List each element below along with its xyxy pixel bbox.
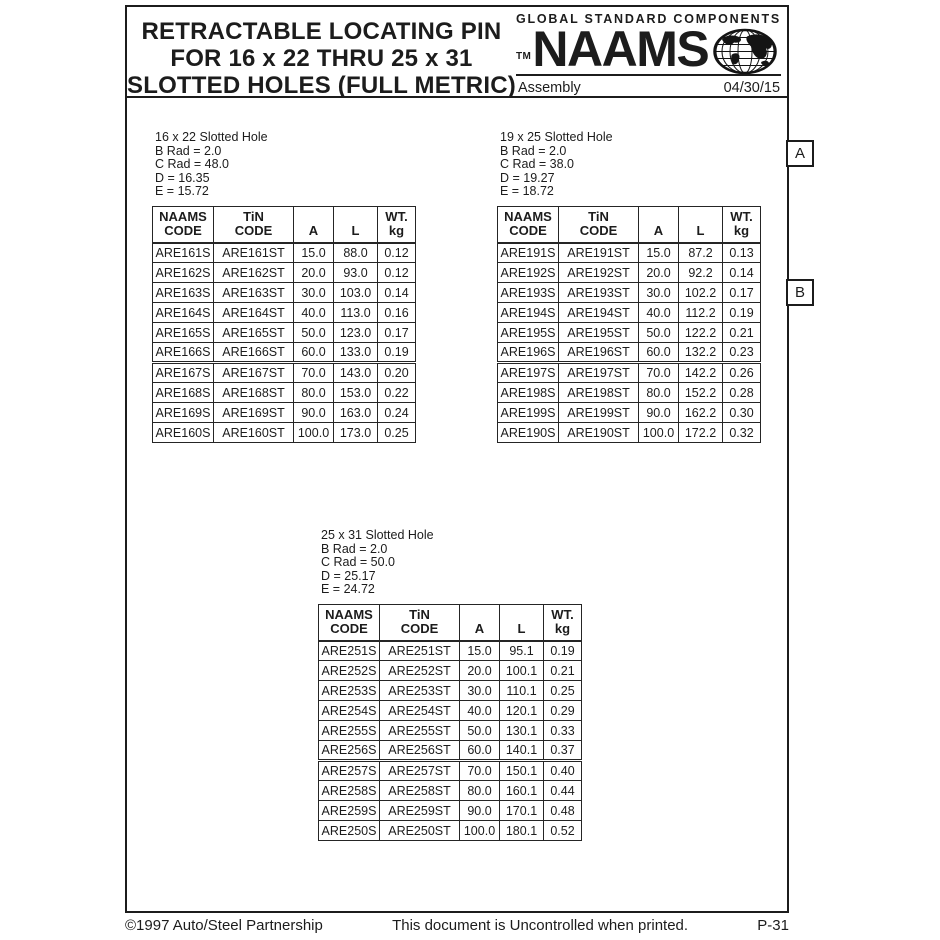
column-header: TiN CODE bbox=[559, 206, 639, 243]
l-value-cell: 88.0 bbox=[334, 243, 378, 263]
wt-kg-cell: 0.24 bbox=[378, 403, 416, 423]
a-value-cell: 100.0 bbox=[639, 423, 679, 443]
l-value-cell: 113.0 bbox=[334, 303, 378, 323]
brand-block bbox=[516, 7, 795, 96]
l-value-cell: 123.0 bbox=[334, 323, 378, 343]
brand-logo-row bbox=[515, 21, 781, 77]
wt-kg-cell: 0.21 bbox=[723, 323, 761, 343]
a-value-cell: 90.0 bbox=[639, 403, 679, 423]
a-value-cell: 80.0 bbox=[294, 383, 334, 403]
tin-code-cell: ARE161ST bbox=[214, 243, 294, 263]
naams-code-cell: ARE256S bbox=[319, 741, 380, 761]
table-row bbox=[498, 423, 761, 443]
page-footer bbox=[125, 917, 789, 934]
spec-info-line: 16 x 22 Slotted Hole bbox=[155, 130, 268, 144]
table-row bbox=[319, 761, 582, 781]
brand-tagline: GLOBAL STANDARD COMPONENTS bbox=[515, 12, 782, 26]
column-header: TiN CODE bbox=[214, 206, 294, 243]
naams-code-cell: ARE192S bbox=[498, 263, 559, 283]
wt-kg-cell: 0.29 bbox=[544, 701, 582, 721]
naams-code-cell: ARE162S bbox=[153, 263, 214, 283]
tin-code-cell: ARE164ST bbox=[214, 303, 294, 323]
wt-kg-cell: 0.28 bbox=[723, 383, 761, 403]
naams-code-cell: ARE191S bbox=[498, 243, 559, 263]
a-value-cell: 90.0 bbox=[294, 403, 334, 423]
table-row bbox=[319, 721, 582, 741]
a-value-cell: 70.0 bbox=[294, 363, 334, 383]
spec-info-line: E = 18.72 bbox=[500, 184, 554, 199]
sheet-content bbox=[127, 98, 787, 909]
revision-marker-b: B bbox=[786, 279, 814, 306]
brand-logo-text: NAAMS bbox=[532, 21, 709, 77]
tin-code-cell: ARE168ST bbox=[214, 383, 294, 403]
a-value-cell: 40.0 bbox=[639, 303, 679, 323]
a-value-cell: 40.0 bbox=[460, 701, 500, 721]
column-header: A bbox=[294, 206, 334, 243]
a-value-cell: 50.0 bbox=[294, 323, 334, 343]
table-header-row bbox=[498, 206, 761, 243]
tin-code-cell: ARE169ST bbox=[214, 403, 294, 423]
naams-code-cell: ARE160S bbox=[153, 423, 214, 443]
naams-code-cell: ARE253S bbox=[319, 681, 380, 701]
tin-code-cell: ARE255ST bbox=[380, 721, 460, 741]
l-value-cell: 173.0 bbox=[334, 423, 378, 443]
wt-kg-cell: 0.21 bbox=[544, 661, 582, 681]
tin-code-cell: ARE162ST bbox=[214, 263, 294, 283]
a-value-cell: 80.0 bbox=[460, 781, 500, 801]
table-row bbox=[153, 303, 416, 323]
document-title-line: SLOTTED HOLES (FULL METRIC) bbox=[127, 72, 516, 99]
table-row bbox=[319, 641, 582, 661]
l-value-cell: 170.1 bbox=[500, 801, 544, 821]
a-value-cell: 30.0 bbox=[460, 681, 500, 701]
spec-table-group-16x22 bbox=[152, 131, 416, 443]
tin-code-cell: ARE166ST bbox=[214, 343, 294, 363]
tin-code-cell: ARE253ST bbox=[380, 681, 460, 701]
naams-code-cell: ARE193S bbox=[498, 283, 559, 303]
column-header: L bbox=[500, 604, 544, 641]
naams-code-cell: ARE165S bbox=[153, 323, 214, 343]
wt-kg-cell: 0.44 bbox=[544, 781, 582, 801]
table-row bbox=[153, 403, 416, 423]
l-value-cell: 162.2 bbox=[679, 403, 723, 423]
tin-code-cell: ARE199ST bbox=[559, 403, 639, 423]
spec-table-group-19x25 bbox=[497, 131, 761, 443]
wt-kg-cell: 0.23 bbox=[723, 343, 761, 363]
l-value-cell: 143.0 bbox=[334, 363, 378, 383]
naams-code-cell: ARE164S bbox=[153, 303, 214, 323]
table-row bbox=[319, 781, 582, 801]
column-header: TiN CODE bbox=[380, 604, 460, 641]
l-value-cell: 95.1 bbox=[500, 641, 544, 661]
wt-kg-cell: 0.40 bbox=[544, 761, 582, 781]
a-value-cell: 80.0 bbox=[639, 383, 679, 403]
spec-info-line: 19 x 25 Slotted Hole bbox=[500, 130, 613, 144]
naams-code-cell: ARE198S bbox=[498, 383, 559, 403]
spec-info-line: D = 25.17 bbox=[321, 568, 376, 583]
l-value-cell: 150.1 bbox=[500, 761, 544, 781]
table-row bbox=[153, 263, 416, 283]
a-value-cell: 60.0 bbox=[460, 741, 500, 761]
tin-code-cell: ARE196ST bbox=[559, 343, 639, 363]
uncontrolled-notice: This document is Uncontrolled when printed. bbox=[392, 917, 689, 934]
tin-code-cell: ARE198ST bbox=[559, 383, 639, 403]
wt-kg-cell: 0.12 bbox=[378, 243, 416, 263]
table-row bbox=[319, 801, 582, 821]
title-block-header bbox=[127, 7, 787, 98]
trademark-symbol: TM bbox=[515, 51, 532, 62]
table-row bbox=[498, 263, 761, 283]
l-value-cell: 112.2 bbox=[679, 303, 723, 323]
l-value-cell: 180.1 bbox=[500, 821, 544, 841]
l-value-cell: 100.1 bbox=[500, 661, 544, 681]
column-header: WT. kg bbox=[378, 206, 416, 243]
column-header: L bbox=[334, 206, 378, 243]
table-row bbox=[153, 383, 416, 403]
wt-kg-cell: 0.19 bbox=[544, 641, 582, 661]
table-row bbox=[153, 343, 416, 363]
spec-info-block bbox=[155, 131, 416, 199]
revision-date: 04/30/15 bbox=[723, 80, 781, 96]
wt-kg-cell: 0.25 bbox=[378, 423, 416, 443]
table-row bbox=[153, 423, 416, 443]
spec-info-line: D = 19.27 bbox=[500, 170, 555, 185]
wt-kg-cell: 0.52 bbox=[544, 821, 582, 841]
wt-kg-cell: 0.26 bbox=[723, 363, 761, 383]
naams-code-cell: ARE257S bbox=[319, 761, 380, 781]
page-number: P-31 bbox=[757, 917, 789, 934]
tin-code-cell: ARE250ST bbox=[380, 821, 460, 841]
l-value-cell: 102.2 bbox=[679, 283, 723, 303]
table-row bbox=[319, 681, 582, 701]
naams-code-cell: ARE252S bbox=[319, 661, 380, 681]
wt-kg-cell: 0.37 bbox=[544, 741, 582, 761]
spec-table bbox=[497, 206, 761, 444]
brand-meta-row bbox=[516, 76, 781, 96]
tin-code-cell: ARE252ST bbox=[380, 661, 460, 681]
tin-code-cell: ARE257ST bbox=[380, 761, 460, 781]
wt-kg-cell: 0.13 bbox=[723, 243, 761, 263]
spec-info-block bbox=[500, 131, 761, 199]
spec-table bbox=[152, 206, 416, 444]
table-row bbox=[498, 323, 761, 343]
tin-code-cell: ARE163ST bbox=[214, 283, 294, 303]
wt-kg-cell: 0.20 bbox=[378, 363, 416, 383]
sheet-frame bbox=[125, 5, 789, 913]
globe-icon bbox=[712, 28, 778, 75]
tin-code-cell: ARE193ST bbox=[559, 283, 639, 303]
a-value-cell: 50.0 bbox=[460, 721, 500, 741]
tin-code-cell: ARE256ST bbox=[380, 741, 460, 761]
wt-kg-cell: 0.33 bbox=[544, 721, 582, 741]
naams-code-cell: ARE255S bbox=[319, 721, 380, 741]
column-header: L bbox=[679, 206, 723, 243]
a-value-cell: 60.0 bbox=[294, 343, 334, 363]
spec-info-line: B Rad = 2.0 bbox=[321, 541, 388, 556]
l-value-cell: 153.0 bbox=[334, 383, 378, 403]
table-row bbox=[498, 243, 761, 263]
naams-code-cell: ARE199S bbox=[498, 403, 559, 423]
column-header: WT. kg bbox=[544, 604, 582, 641]
table-row bbox=[498, 303, 761, 323]
wt-kg-cell: 0.22 bbox=[378, 383, 416, 403]
table-row bbox=[498, 363, 761, 383]
naams-code-cell: ARE258S bbox=[319, 781, 380, 801]
wt-kg-cell: 0.30 bbox=[723, 403, 761, 423]
l-value-cell: 92.2 bbox=[679, 263, 723, 283]
a-value-cell: 100.0 bbox=[460, 821, 500, 841]
naams-code-cell: ARE254S bbox=[319, 701, 380, 721]
table-row bbox=[319, 701, 582, 721]
a-value-cell: 20.0 bbox=[294, 263, 334, 283]
naams-code-cell: ARE190S bbox=[498, 423, 559, 443]
table-header-row bbox=[319, 604, 582, 641]
naams-code-cell: ARE166S bbox=[153, 343, 214, 363]
tin-code-cell: ARE259ST bbox=[380, 801, 460, 821]
tin-code-cell: ARE160ST bbox=[214, 423, 294, 443]
spec-info-block bbox=[321, 529, 582, 597]
l-value-cell: 160.1 bbox=[500, 781, 544, 801]
revision-marker-a: A bbox=[786, 140, 814, 167]
document-title-line: FOR 16 x 22 THRU 25 x 31 bbox=[170, 45, 473, 72]
naams-code-cell: ARE250S bbox=[319, 821, 380, 841]
l-value-cell: 142.2 bbox=[679, 363, 723, 383]
wt-kg-cell: 0.19 bbox=[378, 343, 416, 363]
naams-code-cell: ARE195S bbox=[498, 323, 559, 343]
l-value-cell: 120.1 bbox=[500, 701, 544, 721]
tin-code-cell: ARE190ST bbox=[559, 423, 639, 443]
tin-code-cell: ARE258ST bbox=[380, 781, 460, 801]
wt-kg-cell: 0.17 bbox=[723, 283, 761, 303]
spec-info-line: 25 x 31 Slotted Hole bbox=[321, 528, 434, 542]
table-row bbox=[153, 363, 416, 383]
l-value-cell: 93.0 bbox=[334, 263, 378, 283]
a-value-cell: 90.0 bbox=[460, 801, 500, 821]
document-title bbox=[127, 7, 516, 99]
spec-info-line: B Rad = 2.0 bbox=[155, 143, 222, 158]
table-row bbox=[498, 283, 761, 303]
table-row bbox=[498, 403, 761, 423]
l-value-cell: 140.1 bbox=[500, 741, 544, 761]
a-value-cell: 30.0 bbox=[294, 283, 334, 303]
spec-table-group-25x31 bbox=[318, 529, 582, 841]
l-value-cell: 152.2 bbox=[679, 383, 723, 403]
naams-code-cell: ARE169S bbox=[153, 403, 214, 423]
a-value-cell: 15.0 bbox=[639, 243, 679, 263]
a-value-cell: 100.0 bbox=[294, 423, 334, 443]
l-value-cell: 132.2 bbox=[679, 343, 723, 363]
spec-info-line: C Rad = 38.0 bbox=[500, 157, 575, 172]
naams-code-cell: ARE259S bbox=[319, 801, 380, 821]
a-value-cell: 15.0 bbox=[460, 641, 500, 661]
wt-kg-cell: 0.12 bbox=[378, 263, 416, 283]
column-header: WT. kg bbox=[723, 206, 761, 243]
spec-info-line: E = 15.72 bbox=[155, 184, 209, 199]
wt-kg-cell: 0.16 bbox=[378, 303, 416, 323]
wt-kg-cell: 0.17 bbox=[378, 323, 416, 343]
tin-code-cell: ARE192ST bbox=[559, 263, 639, 283]
table-row bbox=[319, 661, 582, 681]
table-row bbox=[498, 383, 761, 403]
table-row bbox=[153, 323, 416, 343]
wt-kg-cell: 0.14 bbox=[378, 283, 416, 303]
document-type-label: Assembly bbox=[517, 80, 581, 96]
tin-code-cell: ARE191ST bbox=[559, 243, 639, 263]
naams-code-cell: ARE163S bbox=[153, 283, 214, 303]
naams-code-cell: ARE251S bbox=[319, 641, 380, 661]
spec-info-line: C Rad = 48.0 bbox=[155, 157, 230, 172]
l-value-cell: 122.2 bbox=[679, 323, 723, 343]
a-value-cell: 50.0 bbox=[639, 323, 679, 343]
l-value-cell: 172.2 bbox=[679, 423, 723, 443]
wt-kg-cell: 0.19 bbox=[723, 303, 761, 323]
spec-table bbox=[318, 604, 582, 842]
a-value-cell: 70.0 bbox=[639, 363, 679, 383]
table-row bbox=[319, 741, 582, 761]
l-value-cell: 87.2 bbox=[679, 243, 723, 263]
a-value-cell: 20.0 bbox=[460, 661, 500, 681]
spec-info-line: D = 16.35 bbox=[155, 170, 210, 185]
a-value-cell: 60.0 bbox=[639, 343, 679, 363]
tin-code-cell: ARE194ST bbox=[559, 303, 639, 323]
tin-code-cell: ARE167ST bbox=[214, 363, 294, 383]
tin-code-cell: ARE254ST bbox=[380, 701, 460, 721]
a-value-cell: 20.0 bbox=[639, 263, 679, 283]
spec-info-line: B Rad = 2.0 bbox=[500, 143, 567, 158]
tin-code-cell: ARE197ST bbox=[559, 363, 639, 383]
table-row bbox=[153, 243, 416, 263]
document-title-line: RETRACTABLE LOCATING PIN bbox=[141, 18, 502, 45]
tin-code-cell: ARE195ST bbox=[559, 323, 639, 343]
naams-code-cell: ARE196S bbox=[498, 343, 559, 363]
table-row bbox=[498, 343, 761, 363]
a-value-cell: 15.0 bbox=[294, 243, 334, 263]
wt-kg-cell: 0.48 bbox=[544, 801, 582, 821]
naams-code-cell: ARE168S bbox=[153, 383, 214, 403]
spec-info-line: C Rad = 50.0 bbox=[321, 555, 396, 570]
table-row bbox=[319, 821, 582, 841]
a-value-cell: 30.0 bbox=[639, 283, 679, 303]
table-row bbox=[153, 283, 416, 303]
table-header-row bbox=[153, 206, 416, 243]
naams-code-cell: ARE197S bbox=[498, 363, 559, 383]
a-value-cell: 70.0 bbox=[460, 761, 500, 781]
l-value-cell: 103.0 bbox=[334, 283, 378, 303]
wt-kg-cell: 0.32 bbox=[723, 423, 761, 443]
column-header: A bbox=[460, 604, 500, 641]
column-header: NAAMS CODE bbox=[498, 206, 559, 243]
tin-code-cell: ARE165ST bbox=[214, 323, 294, 343]
naams-code-cell: ARE161S bbox=[153, 243, 214, 263]
l-value-cell: 133.0 bbox=[334, 343, 378, 363]
l-value-cell: 110.1 bbox=[500, 681, 544, 701]
spec-info-line: E = 24.72 bbox=[321, 582, 375, 597]
a-value-cell: 40.0 bbox=[294, 303, 334, 323]
naams-code-cell: ARE194S bbox=[498, 303, 559, 323]
l-value-cell: 130.1 bbox=[500, 721, 544, 741]
copyright-text: ©1997 Auto/Steel Partnership bbox=[125, 917, 323, 934]
naams-code-cell: ARE167S bbox=[153, 363, 214, 383]
tin-code-cell: ARE251ST bbox=[380, 641, 460, 661]
l-value-cell: 163.0 bbox=[334, 403, 378, 423]
column-header: NAAMS CODE bbox=[153, 206, 214, 243]
wt-kg-cell: 0.25 bbox=[544, 681, 582, 701]
wt-kg-cell: 0.14 bbox=[723, 263, 761, 283]
column-header: A bbox=[639, 206, 679, 243]
column-header: NAAMS CODE bbox=[319, 604, 380, 641]
